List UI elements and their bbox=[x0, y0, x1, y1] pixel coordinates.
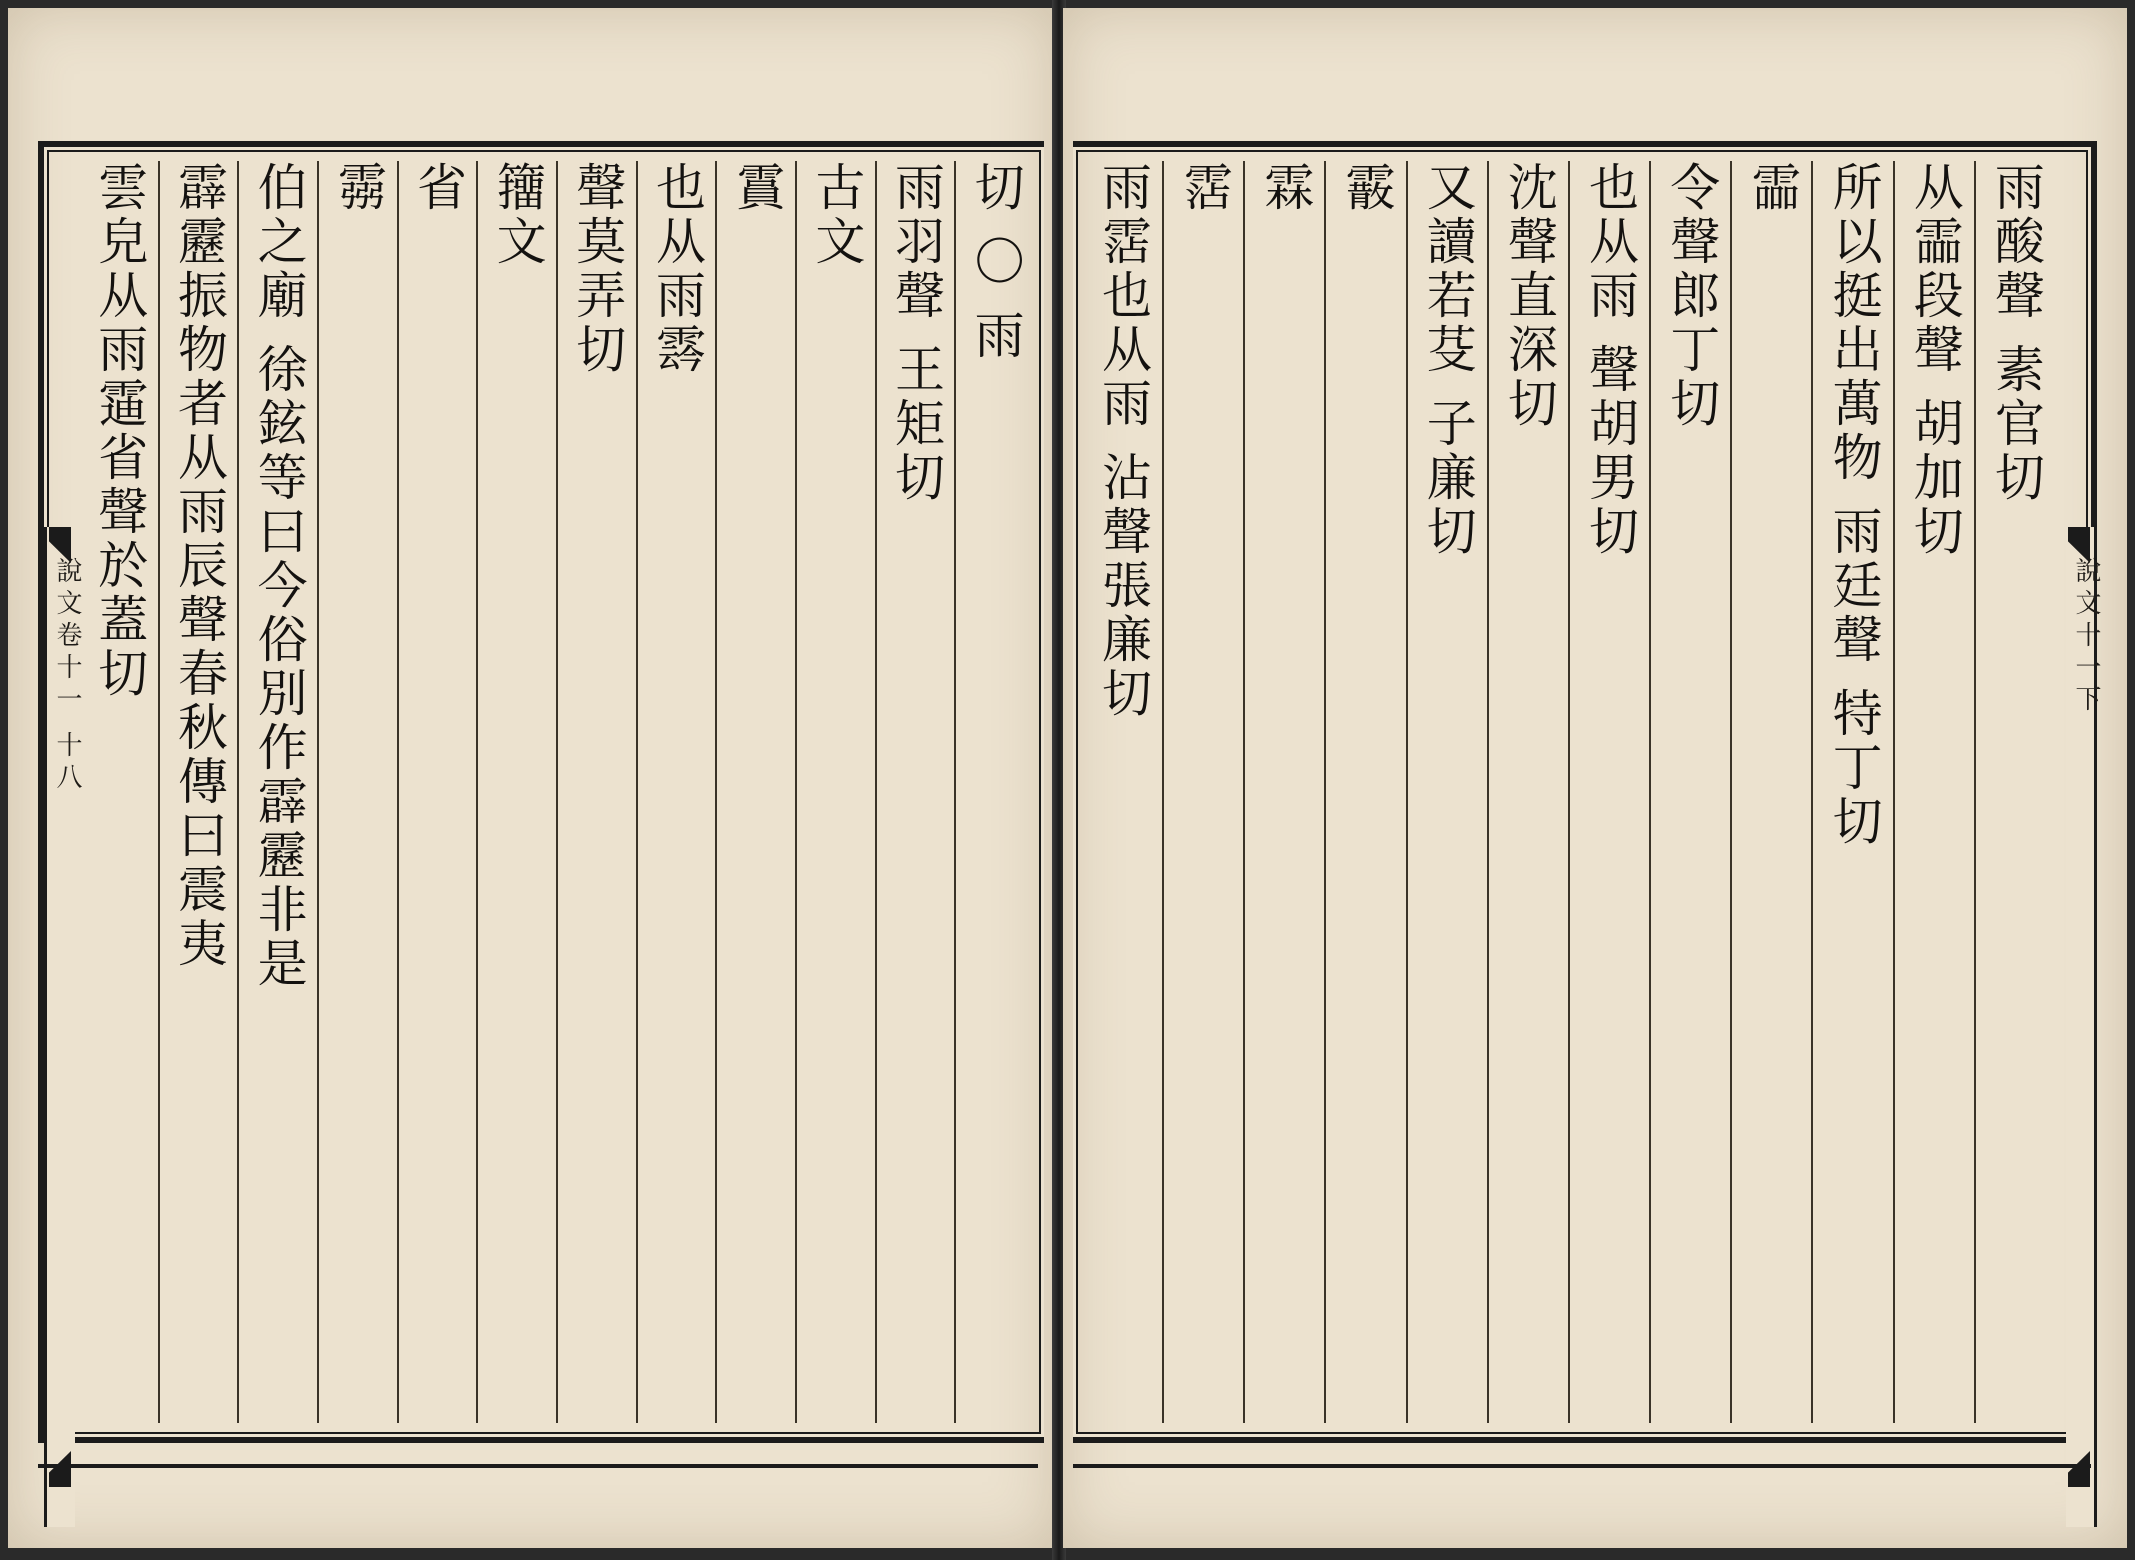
right-text-columns bbox=[1083, 161, 2055, 1423]
column-text: 霣 bbox=[727, 161, 786, 215]
text-column bbox=[80, 161, 158, 1423]
column-text: 霝 bbox=[1743, 161, 1802, 215]
left-page bbox=[8, 8, 1054, 1548]
fold-mark-bottom bbox=[2068, 1451, 2090, 1487]
column-text: 霖 bbox=[1256, 161, 1315, 215]
column-text: 省 bbox=[408, 161, 467, 215]
column-text: 古文 bbox=[807, 161, 866, 269]
text-column bbox=[1811, 161, 1892, 1423]
column-text: 霛 bbox=[329, 161, 388, 215]
column-text: 籒文 bbox=[488, 161, 547, 269]
text-column bbox=[875, 161, 955, 1423]
column-text: 沈聲直深切 bbox=[1499, 161, 1558, 431]
column-text: 也从雨 聲胡男切 bbox=[1581, 161, 1640, 559]
column-text: 霑 bbox=[1175, 161, 1234, 215]
text-column bbox=[715, 161, 795, 1423]
column-text: 雨霑也从雨 沾聲張廉切 bbox=[1094, 161, 1153, 721]
text-column bbox=[1649, 161, 1730, 1423]
left-page-frame bbox=[38, 141, 1044, 1443]
text-column bbox=[397, 161, 477, 1423]
column-text: 又讀若芟 子廉切 bbox=[1418, 161, 1477, 559]
column-text: 雲皃从雨䨤省聲於蓋切 bbox=[90, 161, 149, 701]
column-text: 也从雨𩃬 bbox=[647, 161, 706, 377]
column-text: 切 〇 雨 bbox=[966, 161, 1025, 363]
column-text: 雨羽聲 王矩切 bbox=[886, 161, 945, 505]
text-column bbox=[1730, 161, 1811, 1423]
text-column bbox=[1974, 161, 2055, 1423]
text-column bbox=[795, 161, 875, 1423]
fold-mark-bottom bbox=[49, 1451, 71, 1487]
text-column bbox=[1893, 161, 1974, 1423]
text-column bbox=[1568, 161, 1649, 1423]
left-margin-label: 說文卷十一 十八 bbox=[52, 557, 82, 796]
text-column bbox=[1243, 161, 1324, 1423]
text-column bbox=[1324, 161, 1405, 1423]
right-page-frame bbox=[1073, 141, 2101, 1443]
right-fold-column bbox=[2066, 527, 2101, 1527]
text-column bbox=[1083, 161, 1162, 1423]
right-bottom-rule bbox=[1073, 1464, 2091, 1468]
text-column bbox=[237, 161, 317, 1423]
right-page bbox=[1063, 8, 2127, 1548]
text-column bbox=[317, 161, 397, 1423]
text-column bbox=[636, 161, 716, 1423]
text-column bbox=[556, 161, 636, 1423]
column-text: 所以挺出萬物 雨廷聲 特丁切 bbox=[1824, 161, 1883, 849]
text-column bbox=[1487, 161, 1568, 1423]
text-column bbox=[476, 161, 556, 1423]
column-text: 霰 bbox=[1337, 161, 1396, 215]
text-column bbox=[1162, 161, 1243, 1423]
left-text-columns bbox=[80, 161, 1034, 1423]
column-text: 伯之廟 徐鉉等曰今俗別作霹靂非是 bbox=[249, 161, 308, 991]
column-text: 雨酸聲 素官切 bbox=[1986, 161, 2045, 505]
text-column bbox=[954, 161, 1034, 1423]
text-column bbox=[1406, 161, 1487, 1423]
left-fold-column bbox=[44, 527, 82, 1527]
column-text: 从霝段聲 胡加切 bbox=[1905, 161, 1964, 559]
left-bottom-rule bbox=[38, 1464, 1038, 1468]
right-margin-label: 說文十一下 bbox=[2071, 557, 2101, 717]
text-column bbox=[158, 161, 238, 1423]
column-text: 聲莫弄切 bbox=[568, 161, 627, 377]
column-text: 霹靂振物者从雨辰聲春秋傳曰震夷 bbox=[169, 161, 228, 971]
column-text: 令聲郎丁切 bbox=[1662, 161, 1721, 431]
